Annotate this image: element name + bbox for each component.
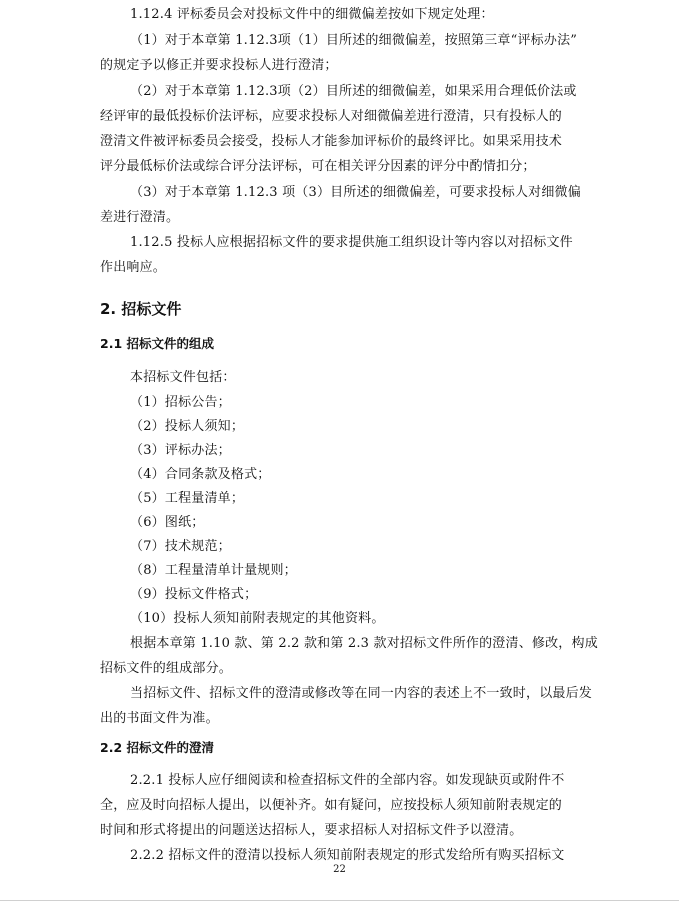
text-line: 时间和形式将提出的问题送达招标人，要求招标人对招标文件予以澄清。 (100, 823, 523, 838)
subsection-heading: 2.2 招标文件的澄清 (100, 740, 214, 755)
text-line: 澄清文件被评标委员会接受，投标人才能参加评标价的最终评比。如果采用技术 (100, 134, 563, 149)
text-line: 全，应及时向招标人提出，以便补齐。如有疑问，应按投标人须知前附表规定的 (100, 798, 563, 813)
text-line: 的规定予以修正并要求投标人进行澄清； (100, 58, 338, 73)
text-line: 差进行澄清。 (100, 210, 180, 225)
text-line: 评分最低标价法或综合评分法评标，可在相关评分因素的评分中酌情扣分； (100, 159, 536, 174)
text-line: （2）对于本章第 1.12.3项（2）目所述的细微偏差，如果采用合理低价法或 (130, 84, 577, 99)
text-line: 1.12.4 评标委员会对投标文件中的细微偏差按如下规定处理： (130, 7, 494, 22)
list-item: （2）投标人须知； (130, 419, 245, 434)
list-item: （3）评标办法； (130, 443, 231, 458)
page-bottom-edge (0, 900, 679, 901)
list-item: （1）招标公告； (130, 395, 231, 410)
text-line: 招标文件的组成部分。 (100, 661, 233, 676)
text-line: 作出响应。 (100, 260, 167, 275)
text-line: 2.2.1 投标人应仔细阅读和检查招标文件的全部内容。如发现缺页或附件不 (130, 773, 565, 788)
list-item: （10）投标人须知前附表规定的其他资料。 (130, 611, 385, 626)
text-line: 当招标文件、招标文件的澄清或修改等在同一内容的表述上不一致时，以最后发 (130, 686, 593, 701)
section-heading: 2. 招标文件 (100, 300, 182, 318)
list-item: （9）投标文件格式； (130, 587, 258, 602)
list-item: （7）技术规范； (130, 539, 231, 554)
list-item: （4）合同条款及格式； (130, 467, 271, 482)
text-line: 1.12.5 投标人应根据招标文件的要求提供施工组织设计等内容以对招标文件 (130, 235, 573, 250)
page-number: 22 (333, 864, 346, 875)
list-item: （5）工程量清单； (130, 491, 245, 506)
text-line: （3）对于本章第 1.12.3 项（3）目所述的细微偏差，可要求投标人对细微偏 (130, 185, 581, 200)
subsection-heading: 2.1 招标文件的组成 (100, 336, 214, 351)
text-line: 2.2.2 招标文件的澄清以投标人须知前附表规定的形式发给所有购买招标文 (130, 848, 565, 863)
text-line: 经评审的最低投标价法评标，应要求投标人对细微偏差进行澄清，只有投标人的 (100, 109, 563, 124)
text-line: 出的书面文件为准。 (100, 711, 219, 726)
text-line: （1）对于本章第 1.12.3项（1）目所述的细微偏差，按照第三章“评标办法” (130, 33, 578, 48)
text-line: 根据本章第 1.10 款、第 2.2 款和第 2.3 款对招标文件所作的澄清、修改，构成 (130, 636, 598, 651)
list-item: （8）工程量清单计量规则； (130, 563, 297, 578)
list-item: （6）图纸； (130, 515, 205, 530)
text-line: 本招标文件包括： (130, 370, 236, 385)
